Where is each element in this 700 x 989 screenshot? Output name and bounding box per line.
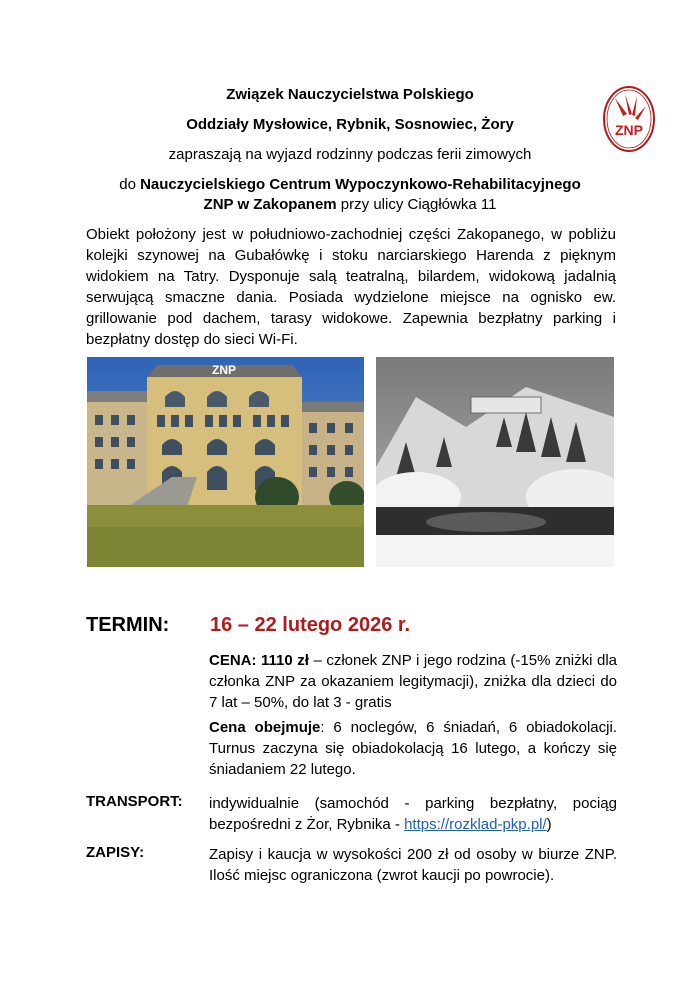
termin-label: TERMIN: <box>86 614 170 636</box>
transport-text: indywidualnie (samochód - parking bezpłatny, pociąg bezpośredni z Żor, Rybnika - <box>209 795 617 833</box>
center-location: ZNP w Zakopanem <box>203 196 337 213</box>
center-name: Nauczycielskiego Centrum Wypoczynkowo-Rehabilitacyjnego <box>140 176 581 193</box>
cena-amount: 1110 zł <box>256 652 309 669</box>
termin-value: 16 – 22 lutego 2026 r. <box>210 614 411 636</box>
address-text: przy ulicy Ciągłówka 11 <box>336 196 497 213</box>
transport-text-after: ) <box>546 816 552 833</box>
branches-line: Oddziały Mysłowice, Rybnik, Sosnowiec, Żory <box>186 116 514 133</box>
cena-text: – członek ZNP i jego rodzina (-15% zniżki dla członka ZNP za okazaniem legitymacji), zniżka dla dzieci do 7 lat – 50%, do lat 3 - gratis <box>209 652 617 711</box>
transport-label: TRANSPORT: <box>86 793 183 810</box>
center-prefix: do <box>119 176 141 193</box>
object-description: Obiekt położony jest w południowo-zachodniej części Zakopanego, w pobliżu kolejki szynowej na Gubałówkę i stoku narciarskiego Harenda z pięknym widokiem na Tatry. Dysponuje salą teatralną, bilardem, widokową jadalnią serwującą smaczne dania. Posiada wydzielone miejsce na ognisko ew. grillowanie pod dachem, tarasy widokowe. Zapewnia bezpłatny parking i bezpłatny dostęp do sieci Wi-Fi. <box>86 226 616 348</box>
obejmuje-label: Cena obejmuje <box>209 719 321 736</box>
building-photo-icon <box>87 357 364 567</box>
cena-label: CENA: <box>209 652 257 669</box>
invite-line: zapraszają na wyjazd rodzinny podczas ferii zimowych <box>168 146 532 163</box>
zapisy-label: ZAPISY: <box>86 844 145 861</box>
cena-paragraph <box>209 650 617 713</box>
pkp-link[interactable]: https://rozklad-pkp.pl/ <box>404 816 547 833</box>
obejmuje-text: : 6 noclegów, 6 śniadań, 6 obiadokolacji. Turnus zaczyna się obiadokolacją 16 lutego, a kończy się śniadaniem 22 lutego. <box>209 719 617 778</box>
winter-landscape-photo-icon <box>376 357 614 567</box>
svg-text:ZNP: ZNP <box>615 122 643 138</box>
zapisy-paragraph: Zapisy i kaucja w wysokości 200 zł od osoby w biurze ZNP. Ilość miejsc ograniczona (zwrot kaucji po powrocie). <box>209 846 617 884</box>
transport-paragraph <box>209 793 617 835</box>
obejmuje-paragraph <box>209 717 617 780</box>
svg-text:ZNP: ZNP <box>212 363 236 377</box>
address-line <box>80 196 620 214</box>
org-title: Związek Nauczycielstwa Polskiego <box>226 86 474 103</box>
center-name-line <box>80 176 620 194</box>
